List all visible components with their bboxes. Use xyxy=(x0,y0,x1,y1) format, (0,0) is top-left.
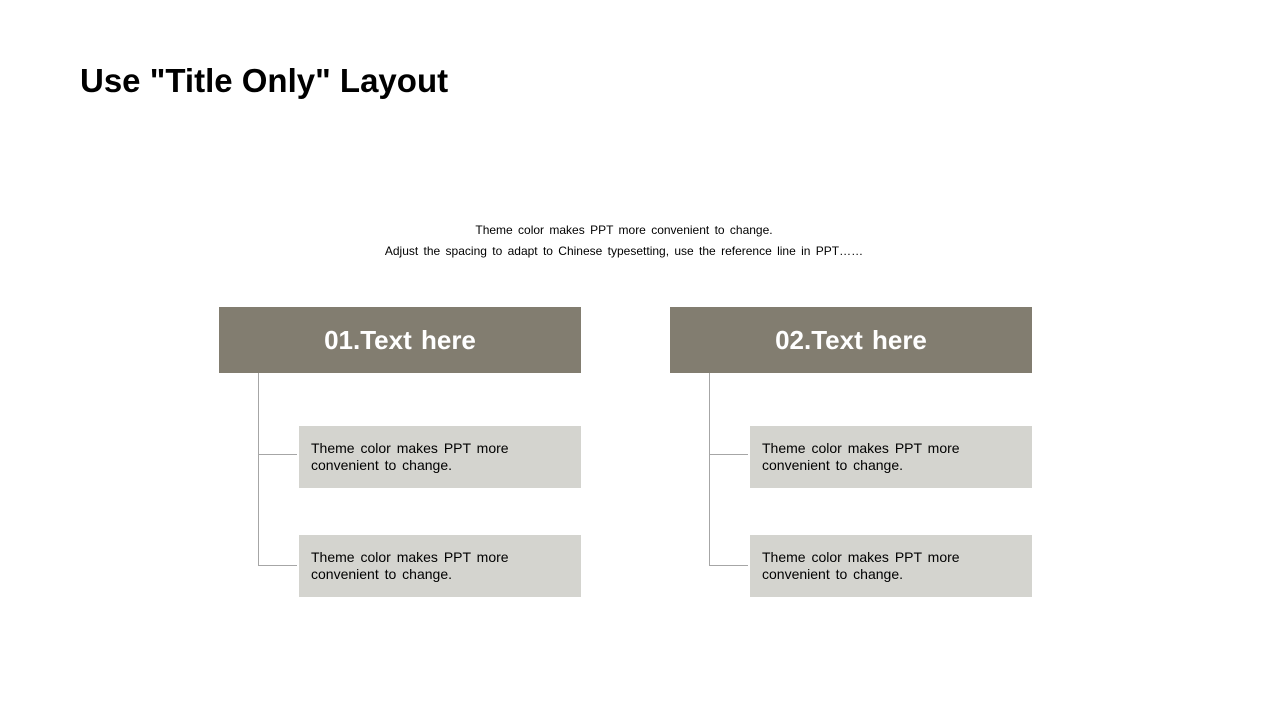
column-1-item-1: Theme color makes PPT more convenient to change. xyxy=(299,426,581,488)
column-1-item-2: Theme color makes PPT more convenient to change. xyxy=(299,535,581,597)
column-2-item-2: Theme color makes PPT more convenient to change. xyxy=(750,535,1032,597)
intro-line-1: Theme color makes PPT more convenient to change. xyxy=(475,223,773,237)
slide-title: Use "Title Only" Layout xyxy=(80,62,449,99)
column-1-connector-1 xyxy=(258,454,297,455)
column-2-connector-2 xyxy=(709,565,748,566)
column-2-connector-1 xyxy=(709,454,748,455)
column-2-header: 02.Text here xyxy=(670,307,1032,373)
column-1-connector-2 xyxy=(258,565,297,566)
column-2-connector-vertical xyxy=(709,373,710,566)
intro-line-2: Adjust the spacing to adapt to Chinese typesetting, use the reference line in PPT…… xyxy=(384,244,864,258)
column-1-header: 01.Text here xyxy=(219,307,581,373)
column-2-item-1: Theme color makes PPT more convenient to change. xyxy=(750,426,1032,488)
column-2 xyxy=(670,307,1032,599)
intro-text xyxy=(0,220,1248,262)
column-1 xyxy=(219,307,581,599)
column-1-connector-vertical xyxy=(258,373,259,566)
